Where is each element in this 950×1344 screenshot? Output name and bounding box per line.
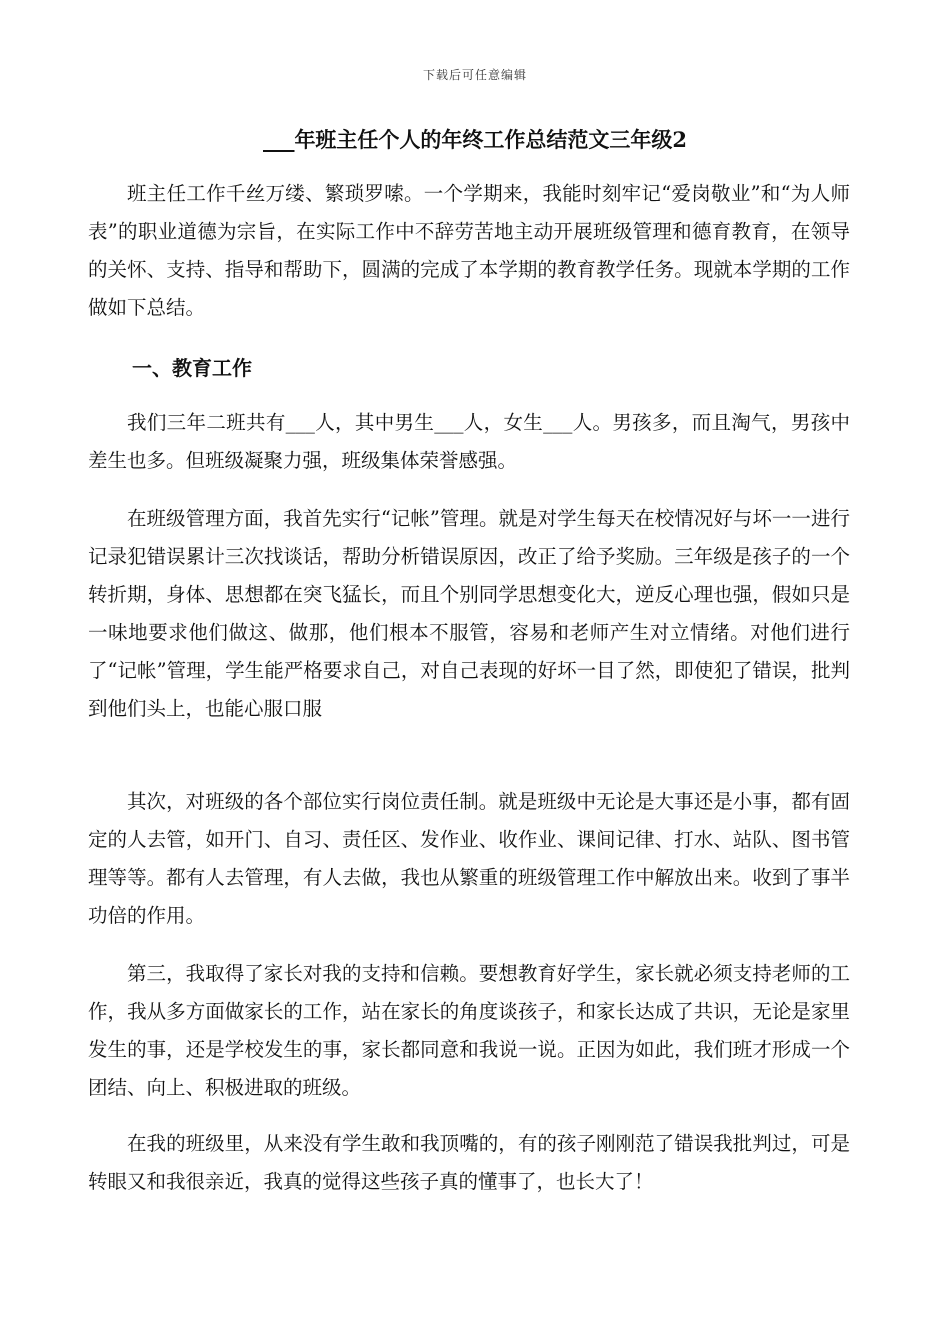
document-title: ___年班主任个人的年终工作总结范文三年级2	[262, 127, 688, 152]
paragraph-closing: 在我的班级里，从来没有学生敢和我顶嘴的，有的孩子刚刚范了错误我批判过，可是转眼又和我很亲近，我真的觉得这些孩子真的懂事了，也长大了！	[88, 1132, 850, 1193]
header-note: 下载后可任意编辑	[422, 68, 527, 82]
paragraph-class-info: 我们三年二班共有___人，其中男生___人，女生___人。男孩多，而且淘气，男孩中差生也多。但班级凝聚力强，班级集体荣誉感强。	[88, 411, 850, 472]
intro-paragraph: 班主任工作千丝万缕、繁琐罗嗦。一个学期来，我能时刻牢记“爱岗敬业”和“为人师表”的职业道德为宗旨，在实际工作中不辞劳苦地主动开展班级管理和德育教育，在领导的关怀、支持、指导和帮助下，圆满的完成了本学期的教育教学任务。现就本学期的工作做如下总结。	[88, 182, 850, 319]
paragraph-class-management: 在班级管理方面，我首先实行“记帐”管理。就是对学生每天在校情况好与坏一一进行记录犯错误累计三次找谈话，帮助分析错误原因，改正了给予奖励。三年级是孩子的一个转折期，身体、思想都在突飞猛长，而且个别同学思想变化大，逆反心理也强，假如只是一味地要求他们做这、做那，他们根本不服管，容易和老师产生对立情绪。对他们进行了“记帐”管理，学生能严格要求自己，对自己表现的好坏一目了然，即使犯了错误，批判到他们头上，也能心服口服	[88, 507, 850, 720]
paragraph-parents: 第三，我取得了家长对我的支持和信赖。要想教育好学生，家长就必须支持老师的工作，我从多方面做家长的工作，站在家长的角度谈孩子，和家长达成了共识，无论是家里发生的事，还是学校发生的事，家长都同意和我说一说。正因为如此，我们班才形成一个团结、向上、积极进取的班级。	[88, 962, 850, 1099]
section-heading-education: 一、教育工作	[132, 356, 252, 380]
paragraph-responsibility: 其次，对班级的各个部位实行岗位责任制。就是班级中无论是大事还是小事，都有固定的人去管，如开门、自习、责任区、发作业、收作业、课间记律、打水、站队、图书管理等等。都有人去管理，有人去做，我也从繁重的班级管理工作中解放出来。收到了事半功倍的作用。	[88, 790, 850, 927]
